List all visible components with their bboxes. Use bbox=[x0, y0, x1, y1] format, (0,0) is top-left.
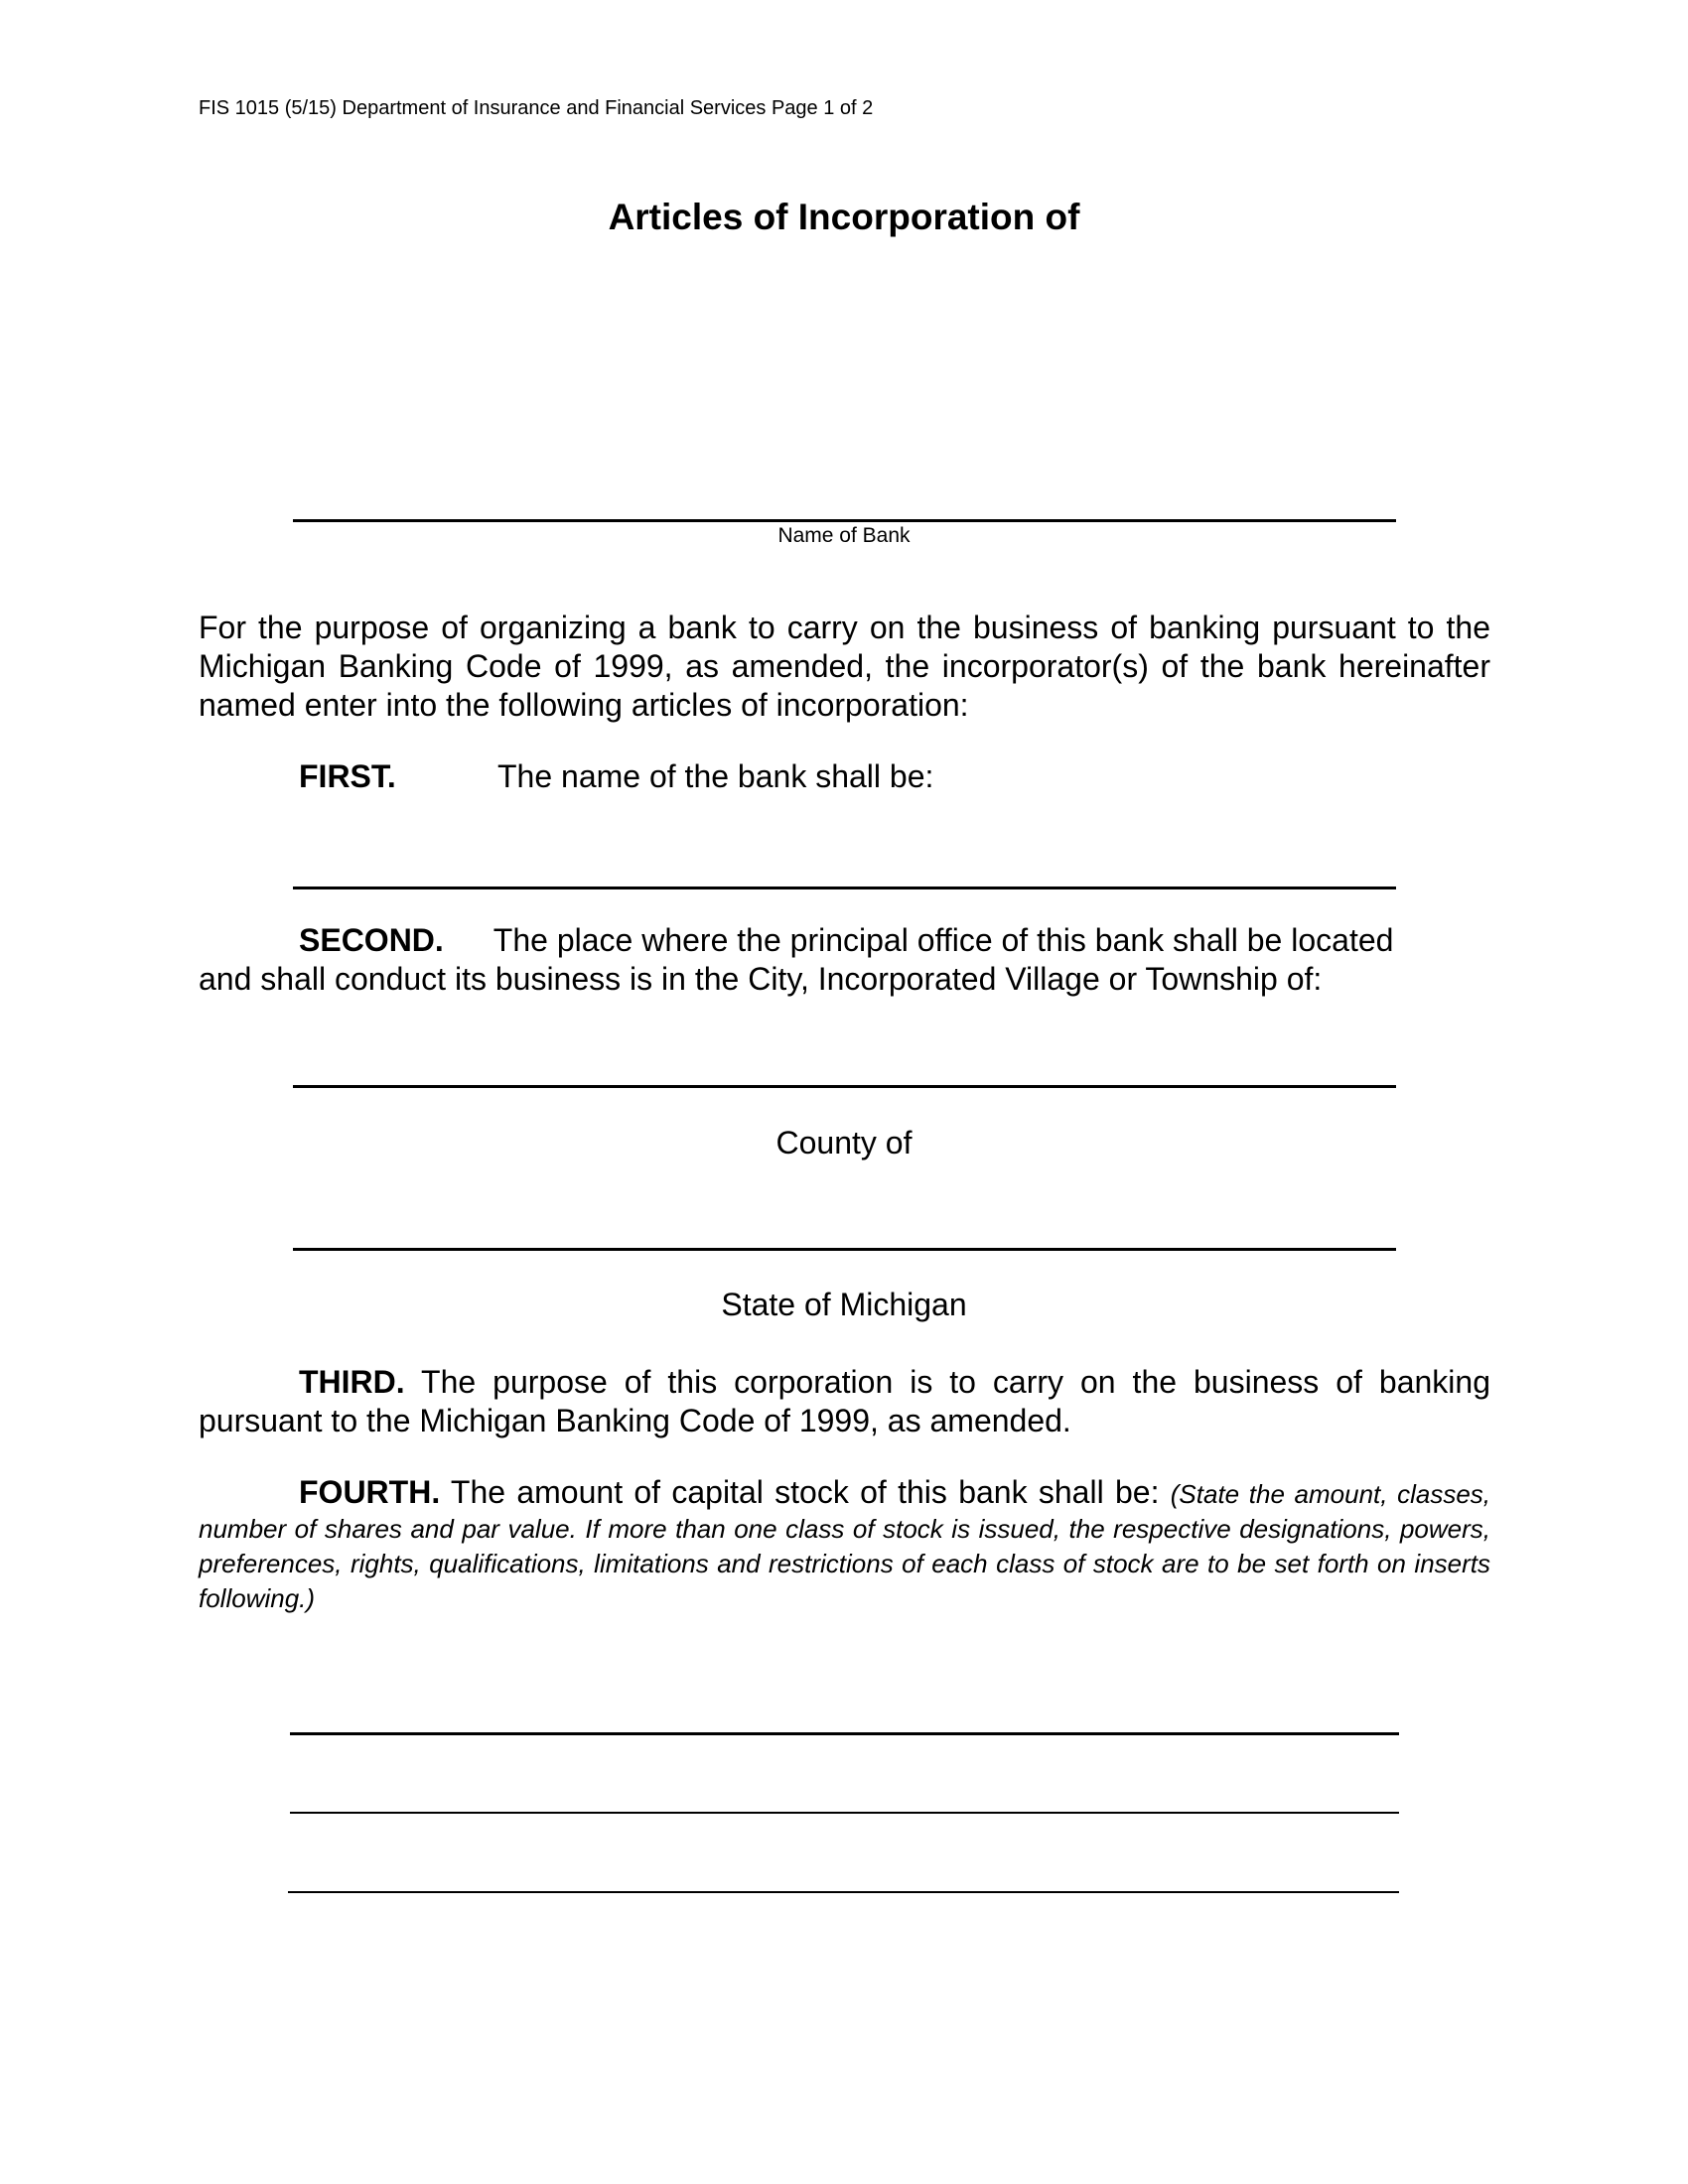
third-text: The purpose of this corporation is to carry on the business of banking pursuant to the Michigan Banking Code of 1999, as amended. bbox=[199, 1364, 1491, 1438]
capital-stock-line-1[interactable] bbox=[290, 1732, 1399, 1735]
city-field-line[interactable] bbox=[293, 1085, 1396, 1088]
third-paragraph bbox=[199, 1363, 1490, 1440]
capital-stock-line-3[interactable] bbox=[288, 1891, 1399, 1893]
second-text-line1: The place where the principal office of this bank shall be located bbox=[492, 922, 1394, 958]
fourth-label: FOURTH. bbox=[299, 1474, 441, 1510]
bank-name-input-line[interactable] bbox=[293, 519, 1396, 522]
third-label: THIRD. bbox=[299, 1364, 405, 1400]
second-paragraph bbox=[199, 921, 1490, 999]
intro-paragraph bbox=[199, 609, 1490, 725]
second-text-line2: and shall conduct its business is in the City, Incorporated Village or Township of: bbox=[199, 961, 1323, 997]
name-of-bank-caption: Name of Bank bbox=[777, 524, 911, 547]
fourth-text: The amount of capital stock of this bank shall be: bbox=[450, 1474, 1160, 1510]
fourth-paragraph bbox=[199, 1476, 1490, 1615]
first-label: FIRST. bbox=[299, 758, 396, 794]
intro-text: For the purpose of organizing a bank to carry on the business of banking pursuant to the Michigan Banking Code of 1999, as amended, the incorporator(s) of the bank hereinafter named enter into the following articles of incorporation: bbox=[199, 610, 1490, 723]
state-label: State of Michigan bbox=[721, 1287, 967, 1322]
form-header: FIS 1015 (5/15) Department of Insurance and Financial Services Page 1 of 2 bbox=[199, 97, 874, 119]
document-title: Articles of Incorporation of bbox=[608, 197, 1080, 237]
second-label: SECOND. bbox=[299, 922, 444, 958]
first-text: The name of the bank shall be: bbox=[497, 758, 934, 794]
fourth-note: (State the amount, classes, number of shares and par value. If more than one class of stock is issued, the respective designations, powers, preferences, rights, qualifications, limitations and restrictions of each class of stock are to be set forth on inserts following.) bbox=[199, 1479, 1491, 1613]
county-label: County of bbox=[775, 1125, 913, 1160]
bank-name-field-line[interactable] bbox=[293, 887, 1396, 889]
county-field-line[interactable] bbox=[293, 1248, 1396, 1251]
capital-stock-line-2[interactable] bbox=[290, 1812, 1399, 1814]
